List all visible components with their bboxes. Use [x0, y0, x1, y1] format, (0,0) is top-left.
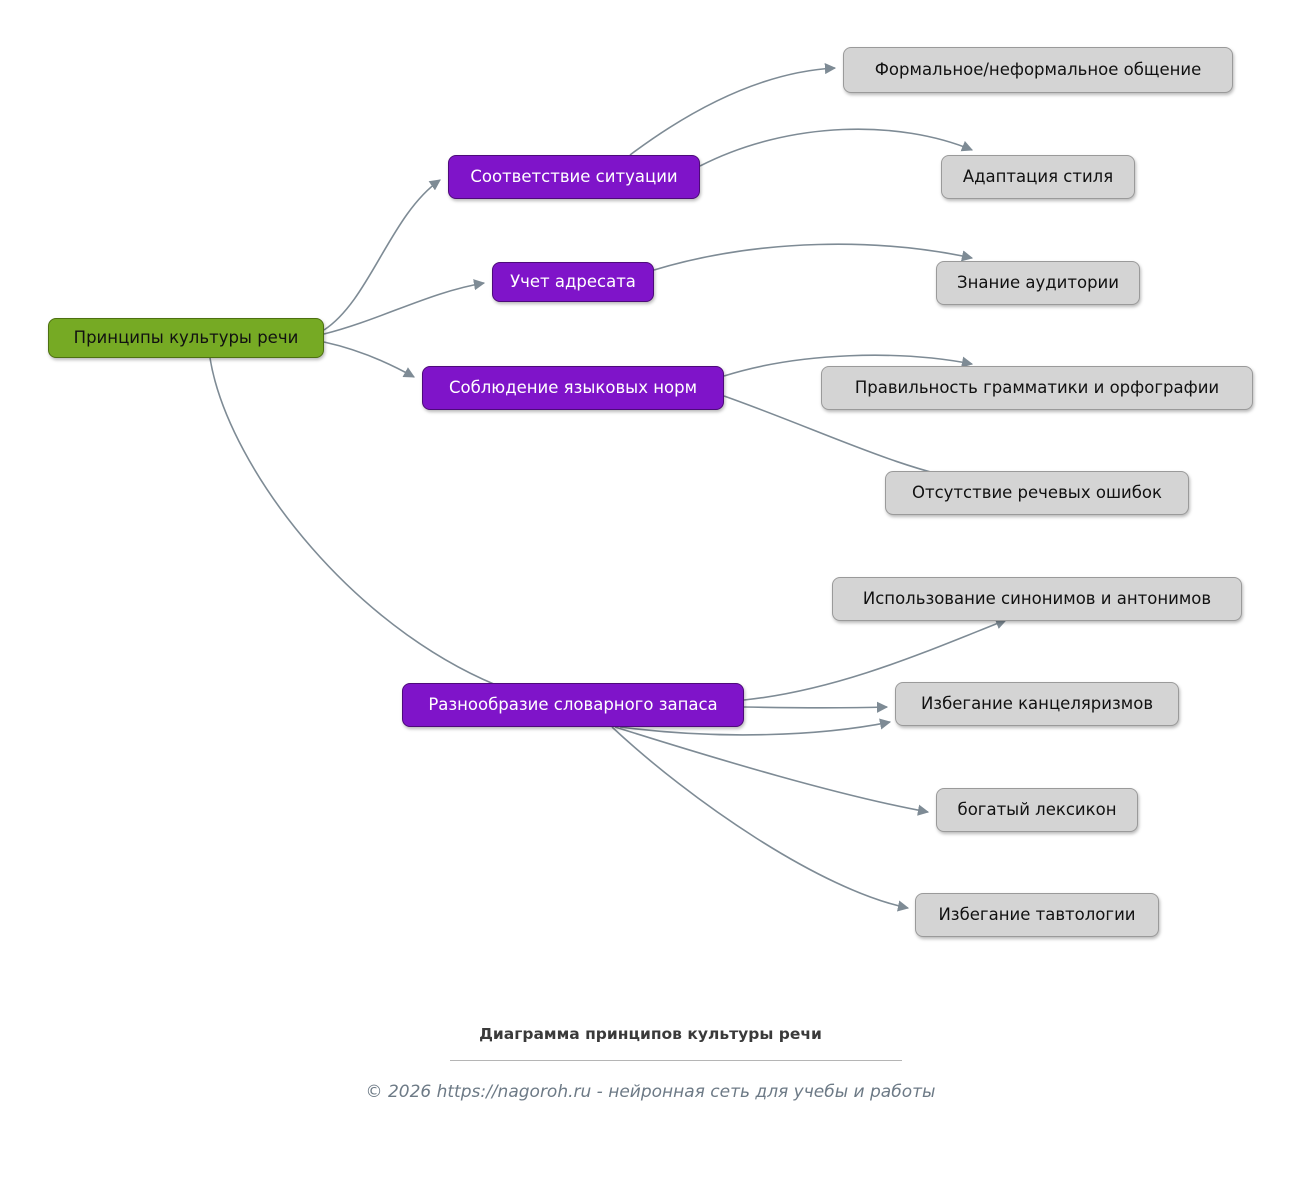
edge-root-b3 [324, 342, 414, 377]
node-znanie-auditorii[interactable]: Знание аудитории [936, 261, 1140, 305]
node-formalnoe-neformalnoe-obshchenie[interactable]: Формальное/неформальное общение [843, 47, 1233, 93]
node-izbeganie-kancelyarizmov[interactable]: Избегание канцеляризмов [895, 682, 1179, 726]
node-otsutstvie-rechevyh-oshibok[interactable]: Отсутствие речевых ошибок [885, 471, 1189, 515]
diagram-caption: Диаграмма принципов культуры речи [479, 1025, 822, 1043]
node-adaptaciya-stilya[interactable]: Адаптация стиля [941, 155, 1135, 199]
edge-root-b2 [324, 283, 484, 334]
caption-divider [450, 1060, 902, 1061]
node-root[interactable]: Принципы культуры речи [48, 318, 324, 358]
edge-b2-l3 [654, 244, 972, 270]
edge-b1-l2 [700, 129, 972, 166]
node-bogatyj-leksikon[interactable]: богатый лексикон [936, 788, 1138, 832]
node-izbeganie-tavtologii[interactable]: Избегание тавтологии [915, 893, 1159, 937]
node-soblyudenie-norm[interactable]: Соблюдение языковых норм [422, 366, 724, 410]
edge-b4-l7 [744, 707, 887, 708]
edge-b4-l9 [612, 727, 908, 908]
node-uchet-adresata[interactable]: Учет адресата [492, 262, 654, 302]
edge-b4-l8 [615, 727, 928, 812]
node-sootvetstvie-situacii[interactable]: Соответствие ситуации [448, 155, 700, 199]
node-ispolzovanie-sinonimov[interactable]: Использование синонимов и антонимов [832, 577, 1242, 621]
edge-b1-l1 [630, 68, 835, 155]
footer-credit: © 2026 https://nagoroh.ru - нейронная сеть для учебы и работы [365, 1082, 936, 1102]
edge-root-b1 [324, 180, 440, 330]
node-raznoobrazie-zapasa[interactable]: Разнообразие словарного запаса [402, 683, 744, 727]
node-pravilnost-grammatiki[interactable]: Правильность грамматики и орфографии [821, 366, 1253, 410]
